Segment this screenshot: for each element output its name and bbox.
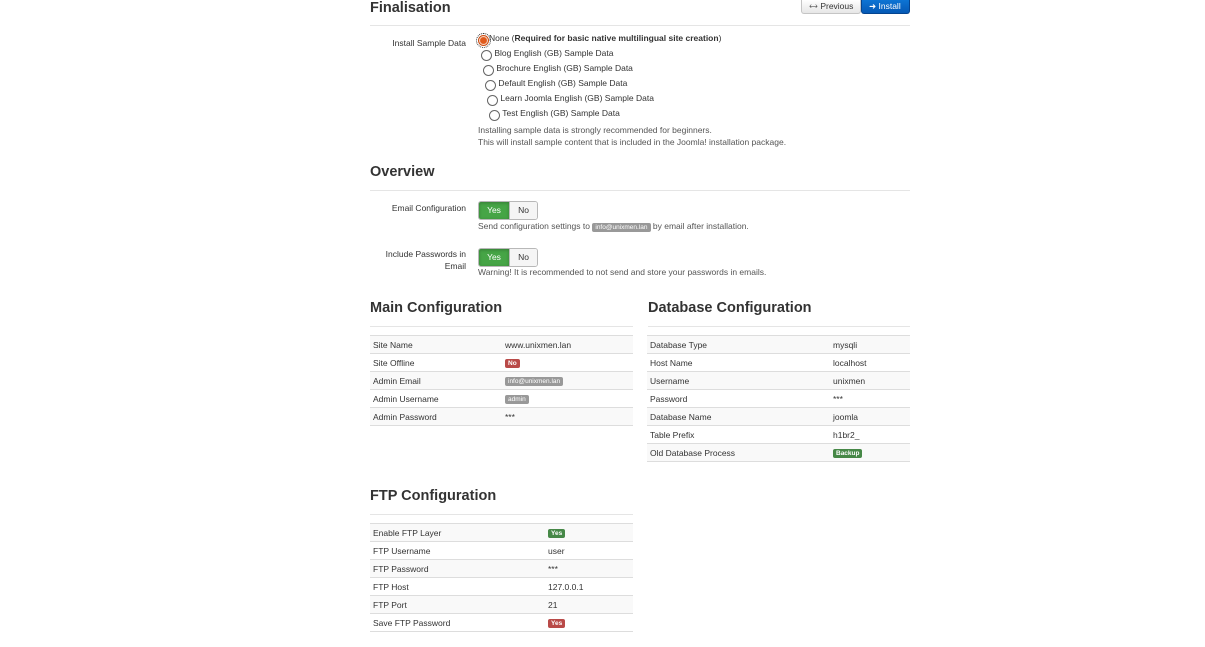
row-label: Table Prefix: [647, 426, 830, 444]
row-label: Site Offline: [370, 354, 502, 372]
row-label: Site Name: [370, 336, 502, 354]
email-config-toggle[interactable]: [478, 201, 538, 220]
sample-data-help-2: This will install sample content that is included in the Joomla! installation package.: [478, 137, 787, 147]
row-label: Host Name: [647, 354, 830, 372]
row-label: Username: [647, 372, 830, 390]
include-passwords-no[interactable]: No: [509, 249, 537, 266]
row-value-cell: unixmen: [830, 372, 910, 390]
status-badge: No: [505, 359, 520, 368]
include-passwords-toggle[interactable]: [478, 248, 538, 267]
sample-option-none[interactable]: [478, 33, 721, 48]
overview-divider: [370, 190, 910, 191]
row-label: Database Name: [647, 408, 830, 426]
include-passwords-label-line2: Email: [444, 261, 466, 271]
table-row: [370, 560, 633, 578]
table-row: [370, 542, 633, 560]
row-label: Enable FTP Layer: [370, 524, 545, 542]
row-label: Database Type: [647, 336, 830, 354]
table-row: [370, 408, 633, 426]
email-config-help: [478, 221, 749, 232]
row-value-cell: h1br2_: [830, 426, 910, 444]
sample-option-brochure[interactable]: [483, 63, 633, 78]
sample-option-blog[interactable]: [481, 48, 613, 63]
sample-option-learn[interactable]: [487, 93, 654, 108]
row-value-cell: localhost: [830, 354, 910, 372]
include-passwords-help: Warning! It is recommended to not send and store your passwords in emails.: [478, 267, 767, 277]
table-row: [370, 614, 633, 632]
row-value-cell: ***: [830, 390, 910, 408]
row-value-cell: 127.0.0.1: [545, 578, 633, 596]
title-divider: [370, 25, 910, 26]
status-badge: Backup: [833, 449, 862, 458]
radio[interactable]: [487, 95, 498, 106]
row-value-cell: [545, 524, 633, 542]
previous-button[interactable]: [801, 0, 861, 14]
row-value-cell: [502, 354, 633, 372]
main-config-title: Main Configuration: [370, 300, 503, 316]
option-label: Learn Joomla English (GB) Sample Data: [500, 93, 654, 103]
row-value-cell: [545, 614, 633, 632]
row-label: Admin Password: [370, 408, 502, 426]
arrow-right-icon: ➜: [869, 1, 877, 11]
table-row: [370, 336, 633, 354]
sample-option-test[interactable]: [489, 108, 620, 123]
table-row: [647, 390, 910, 408]
option-label: Test English (GB) Sample Data: [502, 108, 620, 118]
sample-data-label: Install Sample Data: [392, 38, 466, 48]
row-label: FTP Username: [370, 542, 545, 560]
row-value-cell: [502, 390, 633, 408]
table-row: [647, 336, 910, 354]
email-config-no[interactable]: No: [509, 202, 537, 219]
table-row: [370, 354, 633, 372]
table-row: [647, 354, 910, 372]
option-label: Brochure English (GB) Sample Data: [496, 63, 633, 73]
row-label: FTP Port: [370, 596, 545, 614]
sample-option-default[interactable]: [485, 78, 627, 93]
email-help-before: Send configuration settings to: [478, 221, 590, 231]
previous-button-label: Previous: [820, 1, 854, 11]
row-value-cell: [830, 444, 910, 462]
table-row: [370, 390, 633, 408]
status-badge: info@unixmen.lan: [505, 377, 563, 386]
include-passwords-label-line1: Include Passwords in: [385, 249, 466, 259]
email-config-label: Email Configuration: [391, 203, 466, 213]
ftp-config-title: FTP Configuration: [370, 488, 497, 504]
row-label: FTP Host: [370, 578, 545, 596]
row-value-cell: www.unixmen.lan: [502, 336, 633, 354]
row-value-cell: [502, 372, 633, 390]
email-config-yes[interactable]: Yes: [479, 202, 509, 219]
table-row: [647, 444, 910, 462]
row-value-cell: 21: [545, 596, 633, 614]
table-row: [647, 426, 910, 444]
install-button-label: Install: [878, 1, 901, 11]
radio[interactable]: [485, 80, 496, 91]
row-value-cell: ***: [545, 560, 633, 578]
database-config-divider: [648, 326, 910, 327]
radio[interactable]: [483, 65, 494, 76]
option-label-end: ): [718, 33, 722, 43]
main-config-table: [370, 335, 633, 426]
table-row: [647, 408, 910, 426]
radio[interactable]: [481, 50, 492, 61]
overview-title: Overview: [370, 164, 435, 180]
row-label: Admin Username: [370, 390, 502, 408]
sample-data-help-1: Installing sample data is strongly recommended for beginners.: [478, 125, 712, 135]
table-row: [370, 524, 633, 542]
row-label: Old Database Process: [647, 444, 830, 462]
install-button[interactable]: [861, 0, 910, 14]
option-label: Blog English (GB) Sample Data: [494, 48, 614, 58]
page-title: Finalisation: [370, 0, 451, 16]
radio-checked[interactable]: [478, 35, 489, 46]
email-help-after: by email after installation.: [652, 221, 749, 231]
table-row: [370, 596, 633, 614]
row-value-cell: mysqli: [830, 336, 910, 354]
option-label: Default English (GB) Sample Data: [498, 78, 628, 88]
row-value-cell: joomla: [830, 408, 910, 426]
table-row: [370, 372, 633, 390]
row-value-cell: ***: [502, 408, 633, 426]
email-badge: info@unixmen.lan: [592, 223, 650, 232]
ftp-config-table: [370, 523, 633, 632]
status-badge: Yes: [548, 619, 565, 628]
table-row: [647, 372, 910, 390]
option-label-bold: Required for basic native multilingual site creation: [514, 33, 719, 43]
include-passwords-label: [370, 248, 466, 272]
row-value-cell: user: [545, 542, 633, 560]
main-config-divider: [370, 326, 633, 327]
status-badge: Yes: [548, 529, 565, 538]
database-config-title: Database Configuration: [648, 300, 812, 316]
table-row: [370, 578, 633, 596]
option-label: None (: [489, 33, 515, 43]
ftp-config-divider: [370, 514, 633, 515]
row-label: FTP Password: [370, 560, 545, 578]
row-label: Password: [647, 390, 830, 408]
radio[interactable]: [489, 110, 500, 121]
status-badge: admin: [505, 395, 529, 404]
row-label: Admin Email: [370, 372, 502, 390]
database-config-table: [647, 335, 910, 462]
include-passwords-yes[interactable]: Yes: [479, 249, 509, 266]
arrow-left-icon: 🡘: [809, 1, 818, 11]
row-label: Save FTP Password: [370, 614, 545, 632]
